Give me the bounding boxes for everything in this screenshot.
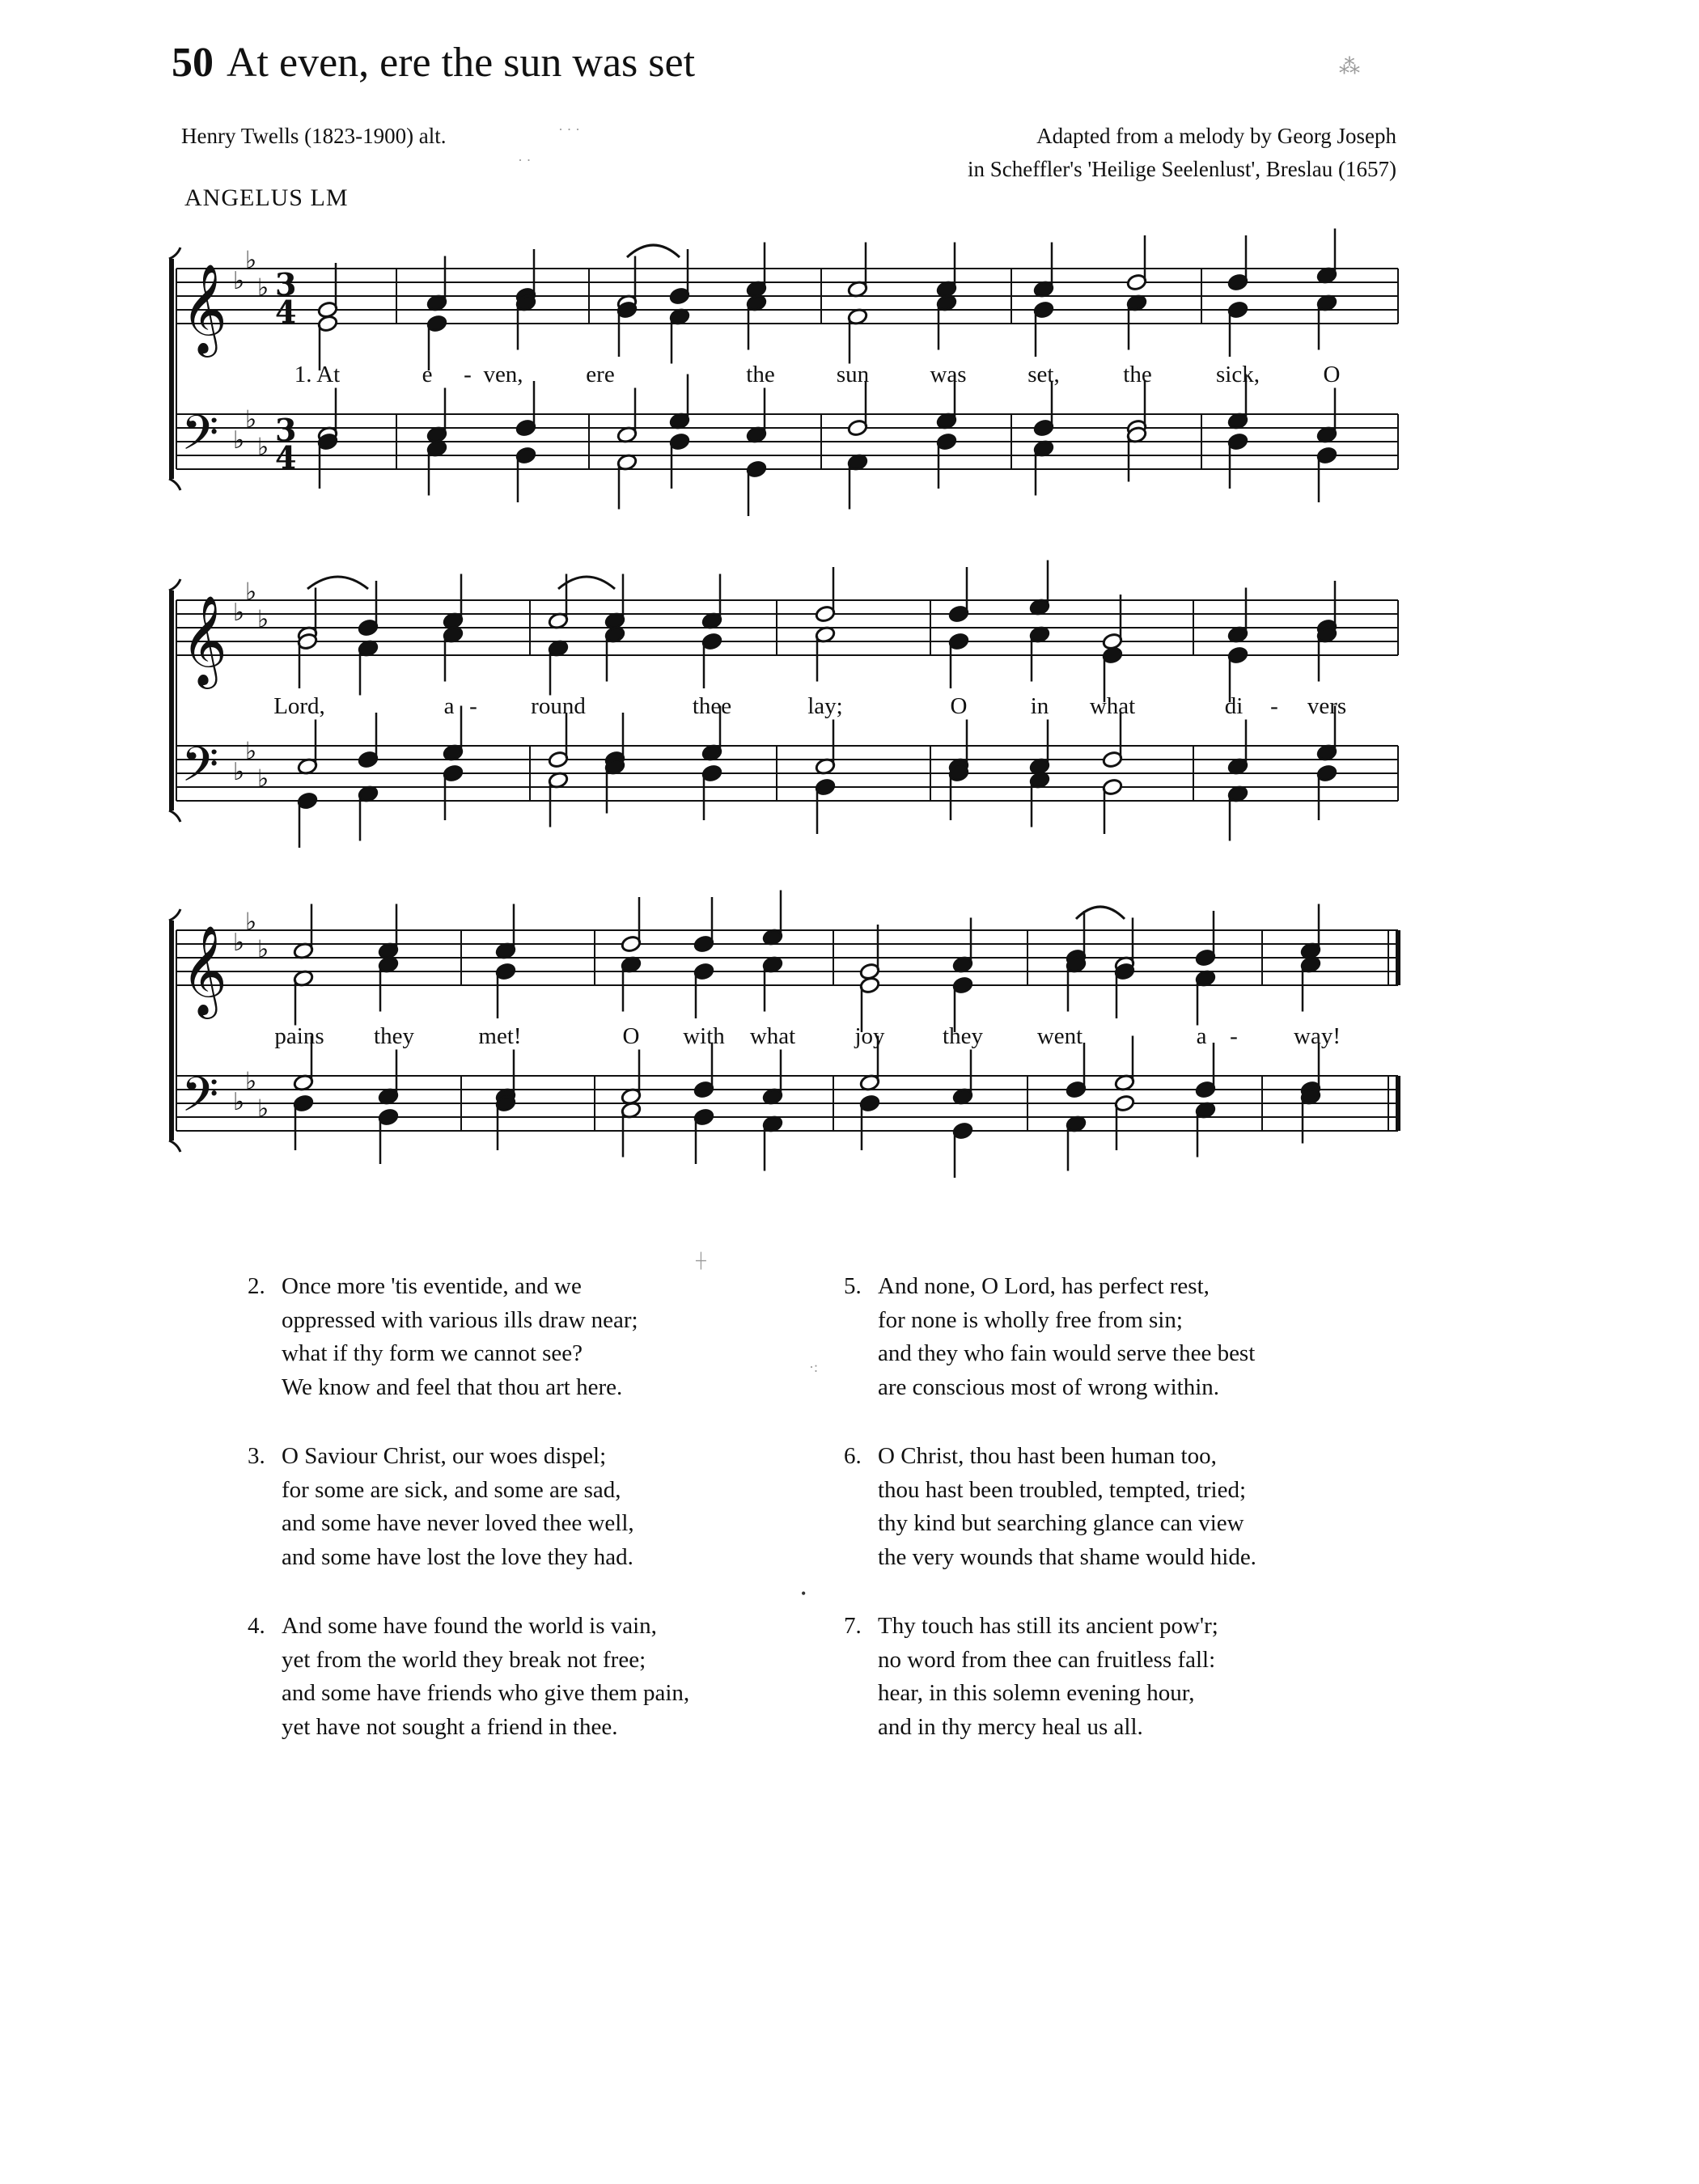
- verse-line: We know and feel that thou art here.: [282, 1373, 623, 1400]
- verse-line: are conscious most of wrong within.: [878, 1373, 1220, 1400]
- scan-mark: · · ·: [558, 121, 580, 138]
- hymn-title: [172, 42, 695, 84]
- flat-icon: ♭: [233, 758, 245, 786]
- verse-number: 3.: [248, 1443, 265, 1469]
- lyric-syllable: what: [749, 1023, 796, 1049]
- slur: [627, 245, 680, 257]
- verse-line: yet from the world they break not free;: [282, 1646, 646, 1673]
- flat-icon: ♭: [257, 273, 269, 303]
- lyric-syllable: with: [683, 1023, 725, 1049]
- lyric-syllable: they: [374, 1023, 414, 1049]
- lyric-syllable: sun: [836, 362, 870, 387]
- flat-icon: ♭: [245, 246, 257, 275]
- verse-line: and in thy mercy heal us all.: [878, 1713, 1143, 1740]
- verse-6: [844, 1440, 1256, 1574]
- flat-icon: ♭: [233, 426, 245, 455]
- time-signature-upper: 3: [275, 412, 297, 448]
- lyric-syllable: e: [422, 362, 433, 387]
- verse-5: [844, 1270, 1256, 1404]
- scan-mark: ┼: [696, 1252, 706, 1268]
- music-system-3: [0, 888, 1699, 1179]
- bracket-hook-top: [169, 909, 180, 921]
- verse-line: And some have found the world is vain,: [282, 1613, 657, 1639]
- lyric-syllable: ere: [586, 362, 615, 387]
- verse-line: oppressed with various ills draw near;: [282, 1306, 638, 1333]
- verse-number: 5.: [844, 1273, 862, 1299]
- verse-line: no word from thee can fruitless fall:: [878, 1646, 1216, 1673]
- flat-icon: ♭: [233, 599, 245, 627]
- lyric-syllable: a: [1196, 1023, 1207, 1049]
- flat-icon: ♭: [233, 267, 245, 295]
- flat-icon: ♭: [245, 405, 257, 434]
- verse-line: the very wounds that shame would hide.: [878, 1543, 1256, 1570]
- lyric-syllable: O: [1323, 362, 1341, 387]
- lyric-syllable: way!: [1294, 1023, 1341, 1049]
- lyric-syllable: thee: [692, 693, 732, 719]
- verse-line: O Saviour Christ, our woes dispel;: [282, 1443, 607, 1469]
- lyric-syllable: set,: [1027, 362, 1060, 387]
- lyric-syllable: -: [1270, 693, 1278, 719]
- hymn-title-text: At even, ere the sun was set: [227, 40, 696, 86]
- lyric-syllable: round: [531, 693, 586, 719]
- lyric-syllable: in: [1030, 693, 1049, 719]
- melody-credit-line-2: in Scheffler's 'Heilige Seelenlust', Breslau (1657): [968, 157, 1396, 181]
- lyric-syllable: joy: [854, 1023, 885, 1049]
- time-signature-lower: 4: [275, 294, 297, 330]
- flat-icon: ♭: [257, 605, 269, 634]
- bass-clef-icon: 𝄢: [181, 404, 219, 472]
- slur: [307, 577, 368, 589]
- verse-line: hear, in this solemn evening hour,: [878, 1680, 1195, 1706]
- flat-icon: ♭: [245, 737, 257, 766]
- verse-2: [248, 1270, 638, 1404]
- lyric-syllable: di: [1224, 693, 1244, 719]
- flat-icon: ♭: [257, 433, 269, 462]
- verse-line: for some are sick, and some are sad,: [282, 1476, 621, 1503]
- verse-line: And none, O Lord, has perfect rest,: [878, 1273, 1210, 1299]
- verse-number: 6.: [844, 1443, 862, 1469]
- lyric-syllable: they: [943, 1023, 983, 1049]
- verse-number: 4.: [248, 1613, 265, 1639]
- time-signature-lower: 4: [275, 439, 297, 476]
- bracket-hook-top: [169, 248, 180, 259]
- lyric-syllable: -: [464, 362, 472, 387]
- verse-line: what if thy form we cannot see?: [282, 1340, 583, 1366]
- verse-7: [844, 1610, 1218, 1744]
- verse-line: and some have lost the love they had.: [282, 1543, 633, 1570]
- scan-mark: ·:: [809, 1359, 818, 1375]
- lyric-syllable: met!: [478, 1023, 522, 1049]
- music-system-2: [0, 558, 1699, 849]
- verse-line: O Christ, thou hast been human too,: [878, 1443, 1217, 1469]
- bracket-hook-bottom: [169, 479, 180, 490]
- bracket-hook-bottom: [169, 1141, 180, 1152]
- lyric-syllable: -: [469, 693, 477, 719]
- verse-line: Once more 'tis eventide, and we: [282, 1273, 582, 1299]
- bracket-hook-top: [169, 579, 180, 590]
- lyric-syllable: 1. At: [294, 362, 341, 387]
- hymn-number: 50: [172, 40, 214, 86]
- lyric-syllable: ven,: [483, 362, 523, 387]
- verse-line: for none is wholly free from sin;: [878, 1306, 1183, 1333]
- verse-line: thou hast been troubled, tempted, tried;: [878, 1476, 1247, 1503]
- verse-line: and some have friends who give them pain,: [282, 1680, 690, 1706]
- flat-icon: ♭: [245, 1067, 257, 1096]
- lyric-syllable: -: [1230, 1023, 1238, 1049]
- verse-3: [248, 1440, 634, 1574]
- lyric-syllable: lay;: [807, 693, 843, 719]
- lyric-syllable: went: [1036, 1023, 1083, 1049]
- flat-icon: ♭: [257, 1094, 269, 1124]
- flat-icon: ♭: [245, 578, 257, 607]
- lyric-syllable: the: [1123, 362, 1152, 387]
- lyric-syllable: was: [930, 362, 967, 387]
- score-svg: [0, 888, 1699, 1179]
- lyric-syllable: O: [622, 1023, 640, 1049]
- treble-clef-icon: 𝄞: [181, 595, 227, 685]
- score-svg: [0, 558, 1699, 849]
- verse-line: thy kind but searching glance can view: [878, 1510, 1244, 1536]
- flat-icon: ♭: [257, 764, 269, 794]
- treble-clef-icon: 𝄞: [181, 925, 227, 1015]
- verse-line: and they who fain would serve thee best: [878, 1340, 1256, 1366]
- author-credit: Henry Twells (1823-1900) alt.: [181, 124, 447, 148]
- flat-icon: ♭: [233, 1088, 245, 1116]
- lyric-syllable: vers: [1307, 693, 1347, 719]
- flat-icon: ♭: [245, 908, 257, 937]
- verse-line: yet have not sought a friend in thee.: [282, 1713, 618, 1740]
- scan-mark: ⁂: [1339, 55, 1360, 78]
- scan-mark: · ·: [518, 152, 532, 168]
- lyric-syllable: O: [950, 693, 968, 719]
- verse-number: 7.: [844, 1613, 862, 1639]
- lyric-syllable: Lord,: [273, 693, 325, 719]
- lyric-syllable: a: [443, 693, 455, 719]
- flat-icon: ♭: [233, 929, 245, 957]
- time-signature-upper: 3: [275, 266, 297, 303]
- flat-icon: ♭: [257, 935, 269, 964]
- lyric-syllable: the: [746, 362, 775, 387]
- verse-line: and some have never loved thee well,: [282, 1510, 634, 1536]
- melody-credit: [968, 120, 1396, 186]
- tune-name: ANGELUS LM: [184, 184, 349, 211]
- verse-line: Thy touch has still its ancient pow'r;: [878, 1613, 1218, 1639]
- melody-credit-line-1: Adapted from a melody by Georg Joseph: [1036, 124, 1396, 148]
- bass-clef-icon: 𝄢: [181, 736, 219, 804]
- verse-4: [248, 1610, 690, 1744]
- treble-clef-icon: 𝄞: [181, 263, 227, 353]
- bracket-hook-bottom: [169, 811, 180, 822]
- lyric-syllable: pains: [274, 1023, 324, 1049]
- bass-clef-icon: 𝄢: [181, 1066, 219, 1134]
- verse-number: 2.: [248, 1273, 265, 1299]
- lyric-syllable: what: [1089, 693, 1136, 719]
- scan-mark: •: [801, 1585, 807, 1602]
- lyric-syllable: sick,: [1216, 362, 1260, 387]
- music-system-1: [0, 226, 1699, 518]
